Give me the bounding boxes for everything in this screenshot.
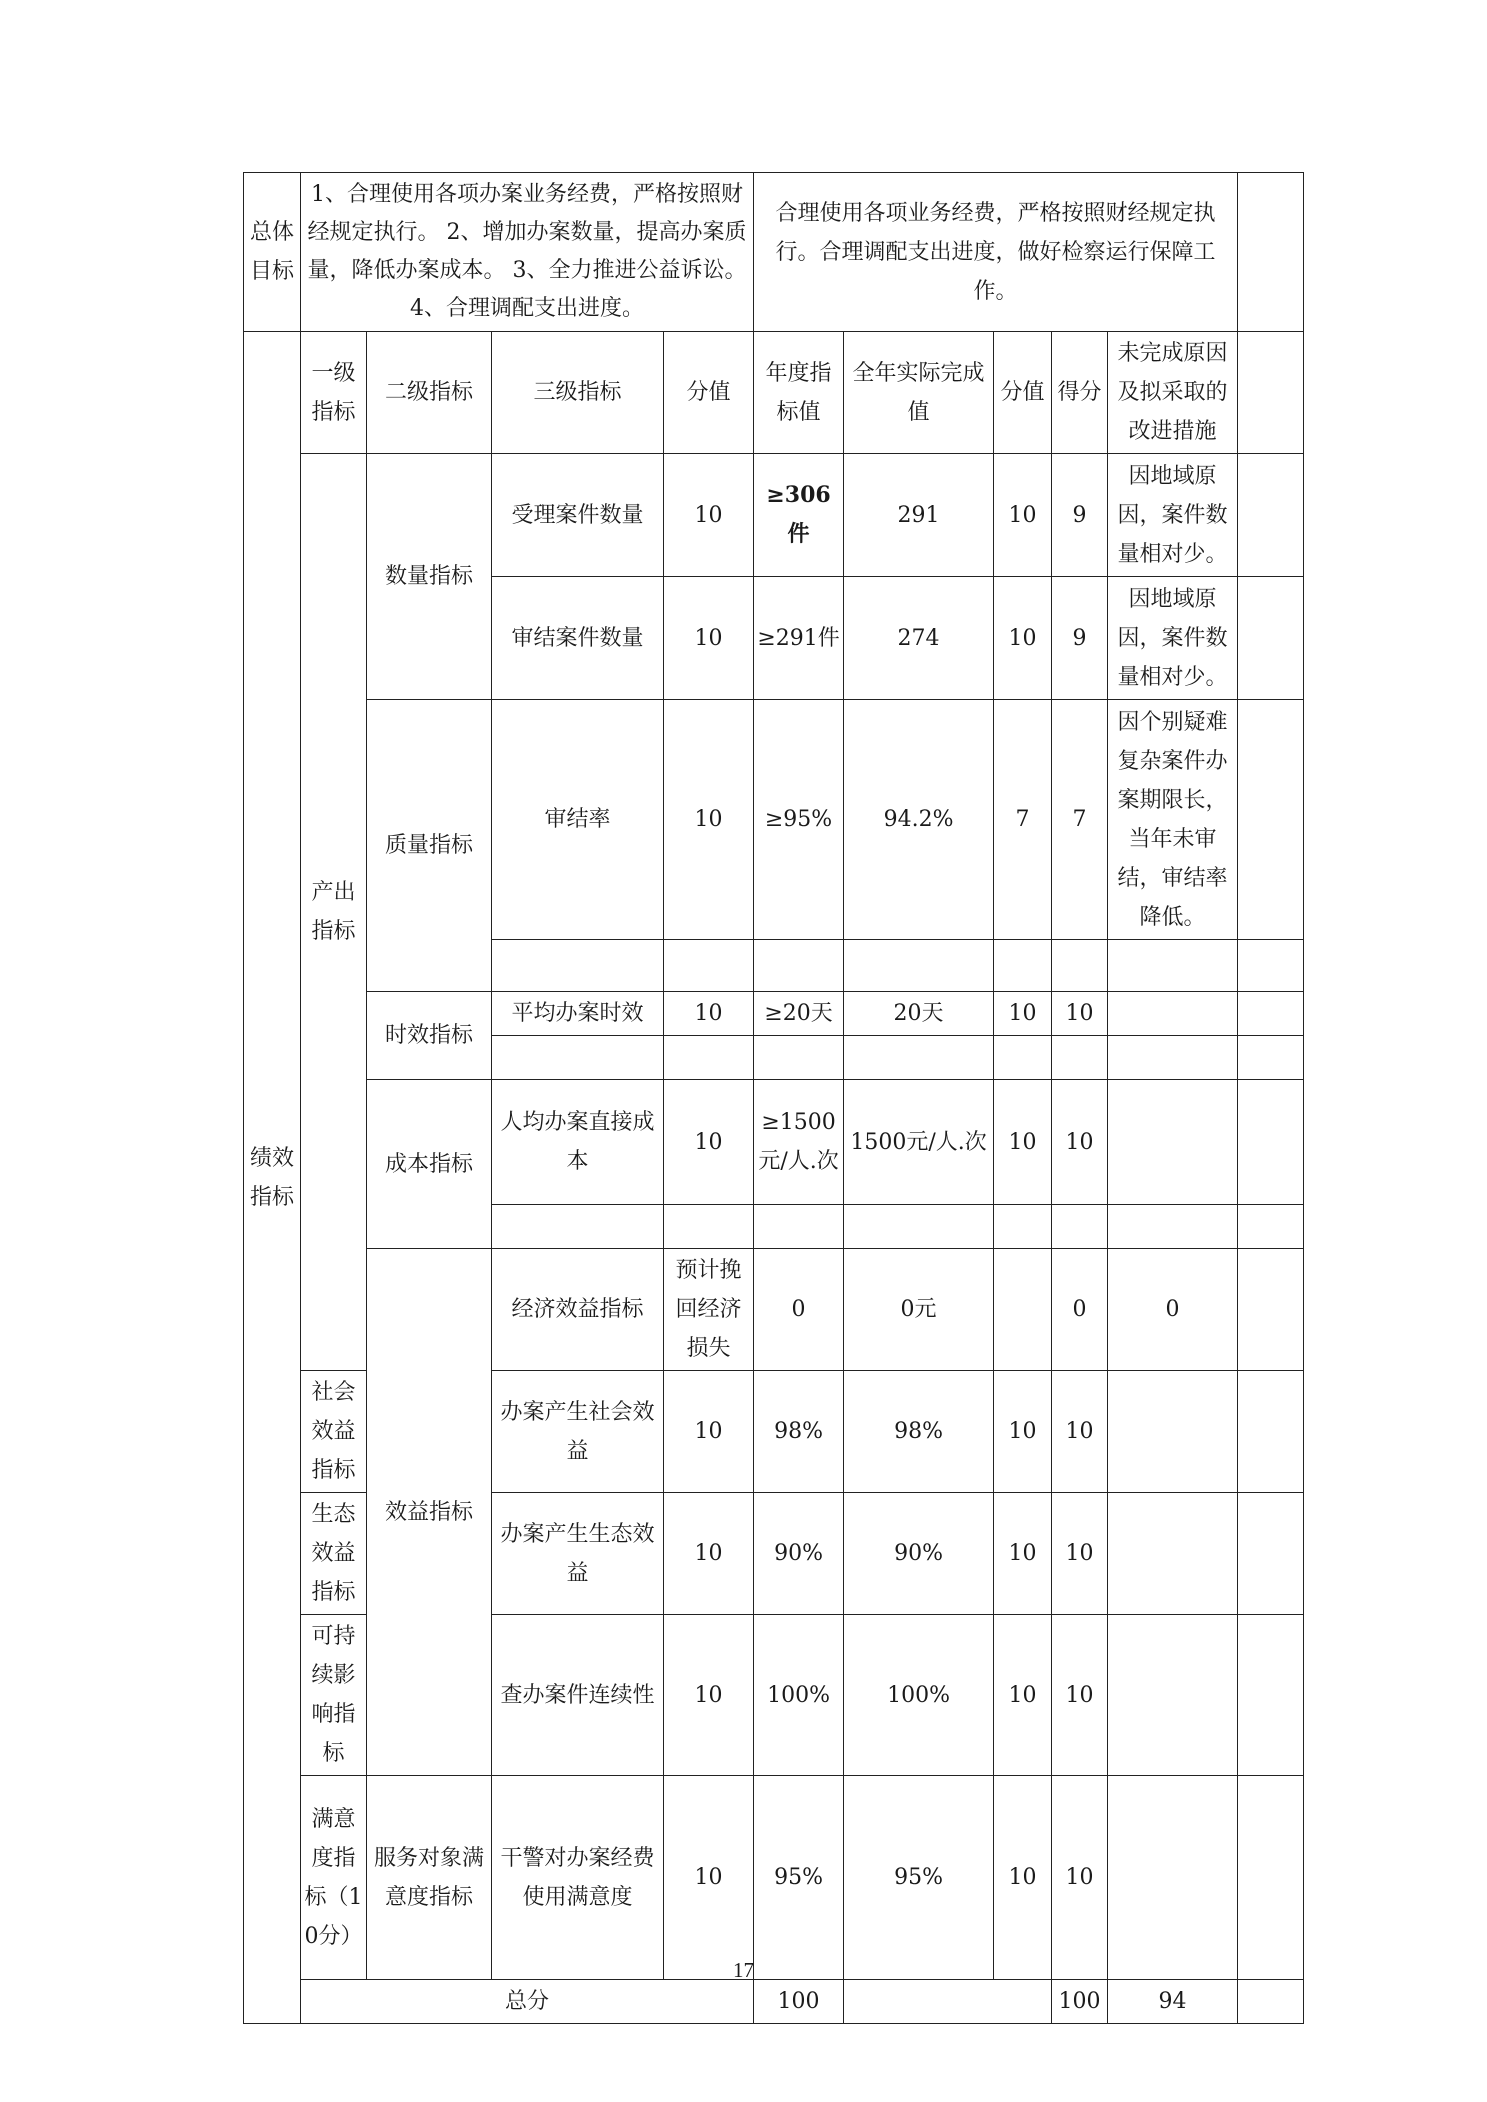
row-timeliness-score-weight: 10: [994, 992, 1052, 1036]
row-economic-name: 预计挽回经济损失: [664, 1249, 754, 1371]
row-ecological-weight: 10: [664, 1493, 754, 1615]
row-accepted-target: ≥306件: [754, 454, 844, 577]
empty-cell: [844, 1036, 994, 1080]
row-service-score-weight: 10: [994, 1776, 1052, 1980]
row-accepted-name: 受理案件数量: [492, 454, 664, 577]
level2-economic: 经济效益指标: [492, 1249, 664, 1371]
row-sustain-actual: 100%: [844, 1615, 994, 1776]
empty-cell: [1238, 1080, 1304, 1205]
row-accepted-score: 9: [1052, 454, 1108, 577]
group-benefit: 效益指标: [367, 1249, 492, 1776]
level2-quality: 质量指标: [367, 700, 492, 992]
empty-cell: [1238, 1493, 1304, 1615]
row-cost-target: ≥1500元/人.次: [754, 1080, 844, 1205]
empty-cell: [1052, 1036, 1108, 1080]
header-actual: 全年实际完成值: [844, 332, 994, 454]
level2-service: 服务对象满意度指标: [367, 1776, 492, 1980]
objective-extra-cell: [1238, 173, 1304, 332]
row-accepted-score-weight: 10: [994, 454, 1052, 577]
empty-cell: [1108, 1205, 1238, 1249]
objective-actual: 合理使用各项业务经费，严格按照财经规定执行。合理调配支出进度，做好检察运行保障工作。: [754, 173, 1238, 332]
row-service-weight: 10: [664, 1776, 754, 1980]
row-timeliness-weight: 10: [664, 992, 754, 1036]
empty-cell: [1238, 1036, 1304, 1080]
row-economic-weight: 0: [754, 1249, 844, 1371]
empty-cell: [492, 1205, 664, 1249]
row-rate-actual: 94.2%: [844, 700, 994, 940]
row-timeliness-score: 10: [1052, 992, 1108, 1036]
row-rate-target: ≥95%: [754, 700, 844, 940]
row-ecological-name: 办案产生生态效益: [492, 1493, 664, 1615]
empty-cell: [1108, 1776, 1238, 1980]
row-rate-reason: 因个别疑难复杂案件办案期限长，当年未审结，审结率降低。: [1108, 700, 1238, 940]
empty-cell: [1238, 1776, 1304, 1980]
total-weight: 100: [754, 1980, 844, 2024]
row-economic-score: 0: [1108, 1249, 1238, 1371]
row-ecological-score-weight: 10: [994, 1493, 1052, 1615]
row-sustain-name: 查办案件连续性: [492, 1615, 664, 1776]
level2-sustain: 可持续影响指标: [301, 1615, 367, 1776]
empty-cell: [754, 1205, 844, 1249]
header-level2: 二级指标: [367, 332, 492, 454]
empty-cell: [664, 940, 754, 992]
row-rate-score: 7: [1052, 700, 1108, 940]
row-accepted-reason: 因地域原因，案件数量相对少。: [1108, 454, 1238, 577]
empty-cell: [844, 1205, 994, 1249]
row-social-score: 10: [1052, 1371, 1108, 1493]
row-service-name: 干警对办案经费使用满意度: [492, 1776, 664, 1980]
empty-cell: [844, 1980, 1052, 2024]
empty-cell: [994, 940, 1052, 992]
row-timeliness-target: ≥20天: [754, 992, 844, 1036]
row-economic-target: 0元: [844, 1249, 994, 1371]
empty-cell: [754, 940, 844, 992]
row-economic-actual: [994, 1249, 1052, 1371]
row-timeliness-name: 平均办案时效: [492, 992, 664, 1036]
performance-table: [243, 172, 1304, 2024]
level2-social: 社会效益指标: [301, 1371, 367, 1493]
row-concluded-weight: 10: [664, 577, 754, 700]
row-sustain-weight: 10: [664, 1615, 754, 1776]
row-social-score-weight: 10: [994, 1371, 1052, 1493]
header-score: 得分: [1052, 332, 1108, 454]
empty-cell: [754, 1036, 844, 1080]
row-cost-actual: 1500元/人.次: [844, 1080, 994, 1205]
row-timeliness-actual: 20天: [844, 992, 994, 1036]
header-target: 年度指标值: [754, 332, 844, 454]
empty-cell: [1052, 1205, 1108, 1249]
empty-cell: [1052, 940, 1108, 992]
row-ecological-actual: 90%: [844, 1493, 994, 1615]
group-satisfaction: 满意度指标（10分）: [301, 1776, 367, 1980]
header-score-weight: 分值: [994, 332, 1052, 454]
row-cost-name: 人均办案直接成本: [492, 1080, 664, 1205]
row-cost-score-weight: 10: [994, 1080, 1052, 1205]
row-service-target: 95%: [754, 1776, 844, 1980]
row-concluded-extra: [1238, 577, 1304, 700]
row-sustain-score: 10: [1052, 1615, 1108, 1776]
row-sustain-target: 100%: [754, 1615, 844, 1776]
row-economic-score-weight: 0: [1052, 1249, 1108, 1371]
empty-cell: [1108, 1036, 1238, 1080]
empty-cell: [994, 1036, 1052, 1080]
row-accepted-weight: 10: [664, 454, 754, 577]
empty-cell: [1238, 1371, 1304, 1493]
total-score-weight: 100: [1052, 1980, 1108, 2024]
empty-cell: [1108, 1493, 1238, 1615]
empty-cell: [994, 1205, 1052, 1249]
empty-cell: [1108, 992, 1238, 1036]
row-concluded-actual: 274: [844, 577, 994, 700]
header-level3: 三级指标: [492, 332, 664, 454]
row-social-name: 办案产生社会效益: [492, 1371, 664, 1493]
header-level1: 一级指标: [301, 332, 367, 454]
total-score: 94: [1108, 1980, 1238, 2024]
row-service-score: 10: [1052, 1776, 1108, 1980]
empty-cell: [492, 940, 664, 992]
level2-ecological: 生态效益指标: [301, 1493, 367, 1615]
group-output: 产出指标: [301, 454, 367, 1371]
page-number: 17: [733, 1958, 754, 1982]
empty-cell: [844, 940, 994, 992]
row-concluded-score-weight: 10: [994, 577, 1052, 700]
empty-cell: [1238, 1205, 1304, 1249]
row-accepted-actual: 291: [844, 454, 994, 577]
row-sustain-score-weight: 10: [994, 1615, 1052, 1776]
header-weight: 分值: [664, 332, 754, 454]
row-social-weight: 10: [664, 1371, 754, 1493]
row-rate-extra: [1238, 700, 1304, 940]
empty-cell: [1238, 940, 1304, 992]
row-service-actual: 95%: [844, 1776, 994, 1980]
row-rate-weight: 10: [664, 700, 754, 940]
objective-label: 总体目标: [244, 173, 301, 332]
row-ecological-score: 10: [1052, 1493, 1108, 1615]
row-rate-score-weight: 7: [994, 700, 1052, 940]
level2-quantity: 数量指标: [367, 454, 492, 700]
row-rate-name: 审结率: [492, 700, 664, 940]
level2-timeliness: 时效指标: [367, 992, 492, 1080]
row-ecological-target: 90%: [754, 1493, 844, 1615]
header-reason: 未完成原因及拟采取的改进措施: [1108, 332, 1238, 454]
row-concluded-reason: 因地域原因，案件数量相对少。: [1108, 577, 1238, 700]
section-label: 绩效指标: [244, 332, 301, 2024]
total-label: 总分: [301, 1980, 754, 2024]
empty-cell: [664, 1205, 754, 1249]
row-concluded-score: 9: [1052, 577, 1108, 700]
empty-cell: [1238, 992, 1304, 1036]
row-social-target: 98%: [754, 1371, 844, 1493]
objective-planned: 1、合理使用各项办案业务经费，严格按照财经规定执行。 2、增加办案数量，提高办案质量，降低办案成本。 3、全力推进公益诉讼。 4、合理调配支出进度。: [301, 173, 754, 332]
row-cost-weight: 10: [664, 1080, 754, 1205]
empty-cell: [1108, 1371, 1238, 1493]
empty-cell: [1108, 1615, 1238, 1776]
header-extra-cell: [1238, 332, 1304, 454]
empty-cell: [1108, 940, 1238, 992]
empty-cell: [492, 1036, 664, 1080]
empty-cell: [664, 1036, 754, 1080]
level2-cost: 成本指标: [367, 1080, 492, 1249]
row-concluded-name: 审结案件数量: [492, 577, 664, 700]
empty-cell: [1238, 1615, 1304, 1776]
empty-cell: [1108, 1080, 1238, 1205]
row-accepted-extra: [1238, 454, 1304, 577]
empty-cell: [1238, 1249, 1304, 1371]
row-social-actual: 98%: [844, 1371, 994, 1493]
empty-cell: [1238, 1980, 1304, 2024]
row-concluded-target: ≥291件: [754, 577, 844, 700]
row-cost-score: 10: [1052, 1080, 1108, 1205]
